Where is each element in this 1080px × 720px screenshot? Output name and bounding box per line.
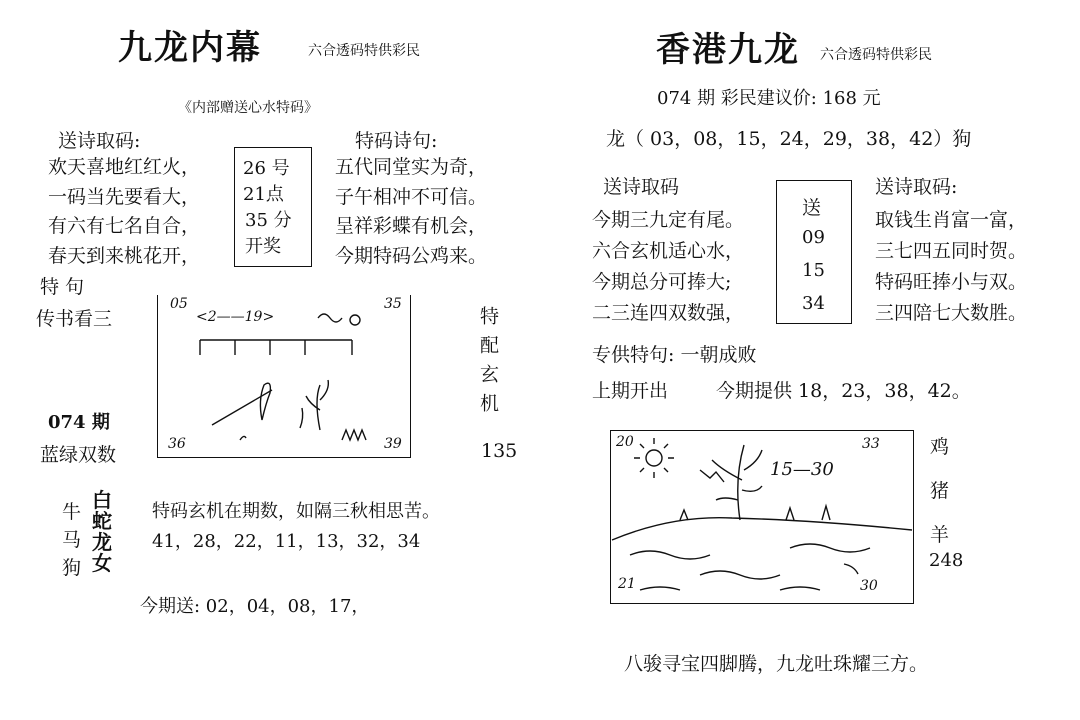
draw-minute: 35 分 — [245, 210, 292, 231]
mystery-line: 特码玄机在期数，如隔三秋相思苦。 — [152, 501, 440, 522]
left-right-number: 135 — [481, 440, 518, 462]
send-number: 09 — [802, 227, 825, 248]
special-label: 特 句 — [40, 276, 85, 298]
send-number: 15 — [802, 260, 825, 281]
last-period: 上期开出 — [592, 380, 669, 402]
left-period: 074 期 — [48, 412, 110, 433]
poem-line: 三七四五同时贺。 — [875, 240, 1028, 262]
left-subtitle: 六合透码特供彩民 — [308, 43, 420, 59]
poem-line: 六合玄机适心水， — [592, 240, 745, 262]
drawing-corner-br: 30 — [860, 578, 878, 594]
animal: 鸡 — [930, 436, 950, 458]
mystery-numbers: 41，28，22，11，13，32，34 — [152, 531, 421, 552]
poem-line: 特码旺捧小与双。 — [875, 271, 1028, 293]
animal: 龙 — [92, 530, 112, 554]
special-phrase: 传书看三 — [36, 308, 113, 330]
period-price: 074 期 彩民建议价: 168 元 — [657, 88, 881, 109]
drawing-range: <2——19> — [196, 309, 275, 325]
poem-line: 一码当先要看大， — [48, 185, 201, 208]
left-tagline: 《内部赠送心水特码》 — [178, 100, 318, 116]
special-line: 专供特句: 一朝成败 — [592, 344, 757, 366]
right-title: 香港九龙 — [656, 30, 800, 70]
animal: 女 — [92, 551, 112, 575]
send-number: 34 — [802, 293, 825, 314]
drawing-corner-bl: 21 — [618, 576, 636, 592]
vertical-label: 特配玄机 — [477, 306, 499, 422]
poem-line: 五代同堂实为奇， — [335, 156, 488, 178]
poem-line: 有六有七名自合， — [48, 215, 201, 237]
right-poem-heading-right: 送诗取码: — [875, 176, 958, 198]
drawing-corner-bl: 36 — [168, 436, 186, 452]
draw-hour: 21点 — [243, 184, 284, 205]
animal-number: 248 — [929, 550, 964, 571]
poem-line: 春天到来桃花开， — [48, 244, 201, 267]
poem-line: 三四陪七大数胜。 — [875, 302, 1028, 324]
draw-label: 开奖 — [245, 236, 281, 257]
poem-line: 二三连四双数强， — [592, 302, 745, 324]
left-poem-heading-right: 特码诗句: — [355, 130, 438, 152]
left-poem-heading-left: 送诗取码: — [58, 130, 141, 152]
poem-line: 今期总分可捧大; — [592, 271, 732, 293]
left-title: 九龙内幕 — [118, 28, 262, 68]
poem-line: 今期特码公鸡来。 — [335, 244, 488, 267]
animal: 牛 — [62, 501, 82, 523]
poem-line: 呈祥彩蝶有机会， — [335, 215, 488, 237]
poem-line: 取钱生肖富一富， — [875, 209, 1028, 231]
dragon-line: 龙（ 03，08，15，24，29，38，42）狗 — [606, 128, 972, 150]
poem-line: 今期三九定有尾。 — [592, 209, 745, 231]
right-animals — [930, 425, 949, 557]
right-subtitle: 六合透码特供彩民 — [820, 47, 932, 63]
drawing-corner-tr: 35 — [384, 296, 402, 312]
drawing-range: 15—30 — [770, 459, 834, 480]
send-line: 今期送: 02，04，08，17， — [140, 596, 370, 617]
draw-day: 26 号 — [243, 158, 290, 179]
drawing-corner-tl: 05 — [170, 296, 188, 312]
closing-line: 八骏寻宝四脚腾，九龙吐珠耀三方。 — [624, 653, 929, 675]
poem-line: 欢天喜地红红火， — [48, 156, 201, 178]
animal: 马 — [62, 529, 82, 551]
drawing-corner-br: 39 — [384, 436, 402, 452]
animal: 羊 — [930, 524, 950, 546]
animal: 猪 — [930, 480, 950, 502]
color-hint: 蓝绿双数 — [40, 444, 117, 466]
this-period: 今期提供 18，23，38，42。 — [716, 380, 971, 402]
animal: 白 — [92, 488, 112, 512]
drawing-corner-tr: 33 — [862, 436, 880, 452]
poem-line: 子午相冲不可信。 — [335, 185, 488, 208]
right-poem-heading-left: 送诗取码 — [603, 176, 680, 198]
send-box-label: 送 — [802, 197, 822, 219]
animal: 蛇 — [92, 509, 112, 533]
drawing-corner-tl: 20 — [616, 434, 634, 450]
animal: 狗 — [62, 557, 82, 579]
